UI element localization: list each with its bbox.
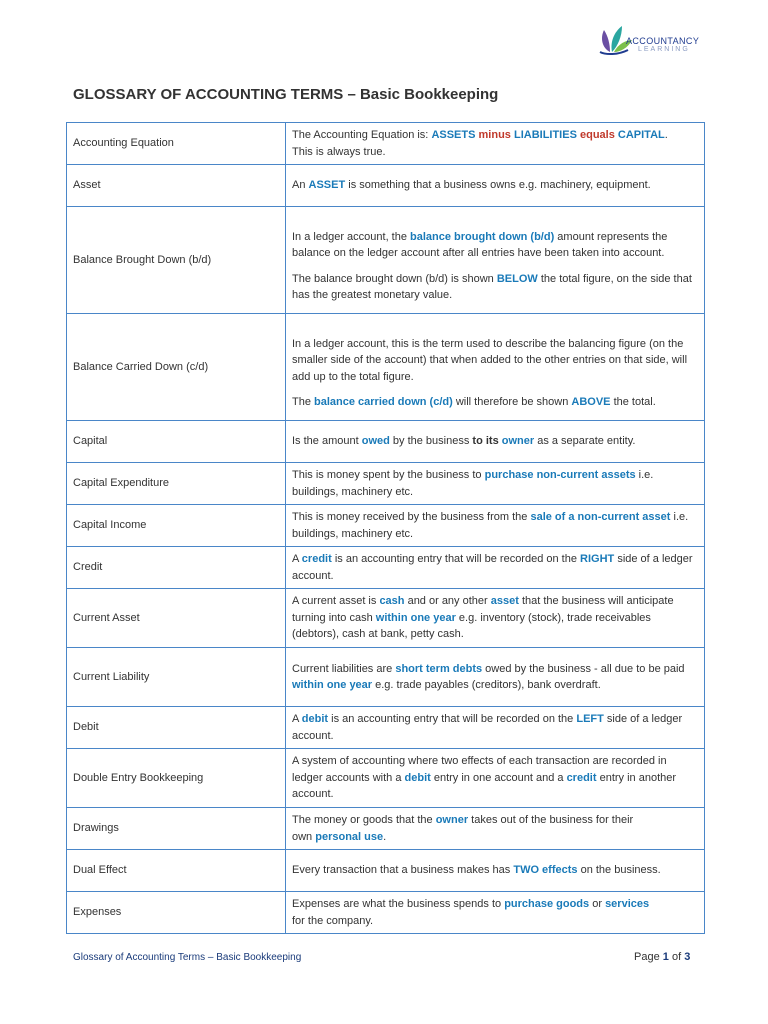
- glossary-row: [67, 421, 705, 463]
- definition-paragraph: [292, 127, 698, 160]
- glossary-row: [67, 207, 705, 314]
- definition-text: An: [292, 179, 309, 192]
- glossary-definition: [286, 850, 705, 892]
- glossary-row: [67, 165, 705, 207]
- definition-text: i.e. buildings, machinery etc.: [292, 469, 654, 498]
- glossary-term: Capital: [67, 421, 286, 463]
- highlighted-text: asset: [490, 595, 519, 608]
- highlighted-text: purchase non-current assets: [484, 469, 636, 481]
- definition-text: This is money received by the business from the: [292, 511, 531, 523]
- page-total: 3: [684, 951, 691, 963]
- highlighted-text: RIGHT: [580, 553, 615, 565]
- definition-text: entry in another account.: [292, 771, 677, 801]
- highlighted-text: LEFT: [576, 713, 604, 725]
- glossary-definition: [286, 421, 705, 463]
- definition-text: This is always true.: [292, 145, 386, 158]
- definition-paragraph: [292, 896, 698, 929]
- definition-text: Expenses are what the business spends to: [292, 898, 505, 910]
- glossary-definition: [286, 123, 705, 165]
- page-title: GLOSSARY OF ACCOUNTING TERMS – Basic Bookkeeping: [73, 86, 499, 103]
- glossary-row: [67, 850, 705, 892]
- glossary-term: Accounting Equation: [67, 123, 286, 165]
- glossary-term: Capital Income: [67, 505, 286, 547]
- glossary-row: [67, 749, 705, 808]
- footer-document-title: Glossary of Accounting Terms – Basic Bookkeeping: [73, 952, 302, 963]
- definition-text: In a ledger account, the: [292, 230, 411, 243]
- glossary-definition: [286, 648, 705, 707]
- highlighted-text: credit: [301, 553, 332, 565]
- highlighted-text: TWO effects: [513, 864, 578, 877]
- glossary-row: [67, 463, 705, 505]
- highlighted-text: equals: [576, 129, 618, 141]
- glossary-row: [67, 505, 705, 547]
- definition-text: the total.: [610, 396, 656, 408]
- highlighted-text: sale of a non-current asset: [530, 511, 671, 523]
- page-indicator: [634, 951, 690, 963]
- glossary-definition: [286, 165, 705, 207]
- glossary-definition: [286, 463, 705, 505]
- glossary-definition: [286, 892, 705, 934]
- glossary-definition: [286, 808, 705, 850]
- glossary-row: [67, 314, 705, 421]
- definition-text: that the business will anticipate turning into cash: [292, 595, 674, 624]
- glossary-table: [66, 122, 705, 934]
- highlighted-text: debit: [404, 771, 431, 784]
- definition-text: The money or goods that the: [292, 814, 436, 826]
- definition-text: This is money spent by the business to: [292, 469, 485, 481]
- glossary-row: [67, 648, 705, 707]
- glossary-term: Debit: [67, 707, 286, 749]
- highlighted-text: CAPITAL: [617, 129, 665, 141]
- glossary-definition: [286, 707, 705, 749]
- highlighted-text: BELOW: [496, 272, 538, 285]
- definition-paragraph: [292, 812, 698, 845]
- definition-text: entry in one account and a: [430, 771, 567, 784]
- definition-text: is an accounting entry that will be recorded on the: [331, 553, 581, 565]
- page-word: Page: [634, 951, 660, 963]
- highlighted-text: ASSET: [308, 179, 346, 192]
- highlighted-text: LIABILITIES: [513, 129, 577, 141]
- definition-text: owed by the business - all due to be paid: [482, 662, 685, 675]
- glossary-definition: [286, 589, 705, 648]
- glossary-row: [67, 547, 705, 589]
- highlighted-text: services: [605, 898, 650, 910]
- highlighted-text: cash: [379, 595, 405, 608]
- definition-paragraph: [292, 394, 698, 411]
- definition-paragraph: [292, 551, 698, 584]
- definition-text: is an accounting entry that will be recorded on the: [328, 713, 577, 725]
- glossary-row: [67, 707, 705, 749]
- glossary-row: [67, 123, 705, 165]
- definition-text: Every transaction that a business makes has: [292, 864, 514, 877]
- definition-text: The Accounting Equation is:: [292, 129, 432, 141]
- highlighted-text: ABOVE: [571, 396, 611, 408]
- definition-text: own: [292, 830, 316, 843]
- highlighted-text: personal use: [315, 830, 384, 843]
- glossary-term: Drawings: [67, 808, 286, 850]
- highlighted-text: short term debts: [395, 662, 483, 675]
- definition-text: The balance brought down (b/d) is shown: [292, 272, 497, 285]
- definition-text: A: [292, 713, 302, 725]
- definition-text: In a ledger account, this is the term used to describe the balancing figure (on the smaller side of the account) that when added to the other entries on that side, will add up to the total figure.: [292, 337, 688, 383]
- definition-paragraph: [292, 753, 698, 803]
- glossary-term: Expenses: [67, 892, 286, 934]
- glossary-term: Credit: [67, 547, 286, 589]
- glossary-row: [67, 808, 705, 850]
- glossary-row: [67, 589, 705, 648]
- definition-text: Current liabilities are: [292, 662, 396, 675]
- definition-paragraph: [292, 509, 698, 542]
- logo-text-primary: ACCOUNTANCY: [626, 36, 700, 46]
- definition-paragraph: [292, 271, 698, 304]
- definition-paragraph: [292, 467, 698, 500]
- highlighted-text: within one year: [292, 679, 373, 691]
- highlighted-text: minus: [475, 129, 514, 141]
- definition-text: on the business.: [577, 864, 661, 877]
- glossary-term: Balance Brought Down (b/d): [67, 207, 286, 314]
- glossary-term: Asset: [67, 165, 286, 207]
- page-number: 1: [662, 951, 669, 963]
- glossary-term: Double Entry Bookkeeping: [67, 749, 286, 808]
- highlighted-text: to its: [472, 435, 499, 448]
- glossary-term: Dual Effect: [67, 850, 286, 892]
- definition-text: takes out of the business for their: [468, 814, 634, 826]
- definition-text: is something that a business owns e.g. machinery, equipment.: [345, 179, 651, 192]
- definition-text: or: [589, 898, 606, 910]
- definition-text: The: [292, 396, 315, 408]
- highlighted-text: ASSETS: [431, 129, 476, 141]
- highlighted-text: credit: [566, 771, 597, 784]
- definition-paragraph: [292, 711, 698, 744]
- logo: [596, 22, 716, 58]
- glossary-term: Balance Carried Down (c/d): [67, 314, 286, 421]
- glossary-body: [67, 123, 705, 934]
- definition-paragraph: [292, 336, 698, 386]
- glossary-definition: [286, 207, 705, 314]
- definition-text: e.g. trade payables (creditors), bank overdraft.: [372, 679, 601, 691]
- glossary-definition: [286, 505, 705, 547]
- definition-paragraph: [292, 661, 698, 694]
- definition-text: as a separate entity.: [534, 435, 636, 448]
- definition-text: side of a ledger account.: [292, 713, 683, 742]
- definition-text: A system of accounting where two effects of each transaction are recorded in ledger accounts with a: [292, 755, 667, 784]
- definition-text: .: [664, 129, 668, 141]
- highlighted-text: debit: [301, 713, 329, 725]
- definition-paragraph: [292, 593, 698, 643]
- definition-text: e.g. inventory (stock), trade receivables (debtors), cash at bank, petty cash.: [292, 611, 651, 641]
- highlighted-text: owed: [361, 435, 390, 448]
- glossary-term: Current Liability: [67, 648, 286, 707]
- definition-text: and or any other: [404, 595, 491, 608]
- definition-text: A current asset is: [292, 595, 380, 608]
- definition-text: by the business: [389, 435, 473, 448]
- definition-text: i.e. buildings, machinery etc.: [292, 511, 689, 540]
- definition-paragraph: [292, 862, 698, 879]
- glossary-definition: [286, 749, 705, 808]
- highlighted-text: balance brought down (b/d): [410, 230, 555, 243]
- logo-text-secondary: LEARNING: [638, 46, 690, 53]
- definition-paragraph: [292, 433, 698, 450]
- glossary-term: Current Asset: [67, 589, 286, 648]
- glossary-definition: [286, 314, 705, 421]
- glossary-definition: [286, 547, 705, 589]
- definition-text: side of a ledger account.: [292, 553, 693, 582]
- glossary-row: [67, 892, 705, 934]
- highlighted-text: within one year: [375, 611, 456, 624]
- highlighted-text: owner: [435, 814, 469, 826]
- definition-text: A: [292, 553, 302, 565]
- definition-text: Is the amount: [292, 435, 362, 448]
- of-word: of: [671, 951, 682, 963]
- definition-text: for the company.: [292, 914, 374, 927]
- definition-text: the total figure, on the side that has the greatest monetary value.: [292, 272, 692, 301]
- definition-paragraph: [292, 229, 698, 262]
- definition-text: will therefore be shown: [452, 396, 572, 408]
- definition-text: amount represents the balance on the ledger account after all entries have been taken into account.: [292, 230, 668, 259]
- highlighted-text: balance carried down (c/d): [314, 396, 453, 408]
- highlighted-text: purchase goods: [504, 898, 590, 910]
- definition-text: .: [383, 830, 387, 843]
- definition-paragraph: [292, 177, 698, 194]
- highlighted-text: owner: [501, 435, 535, 448]
- glossary-term: Capital Expenditure: [67, 463, 286, 505]
